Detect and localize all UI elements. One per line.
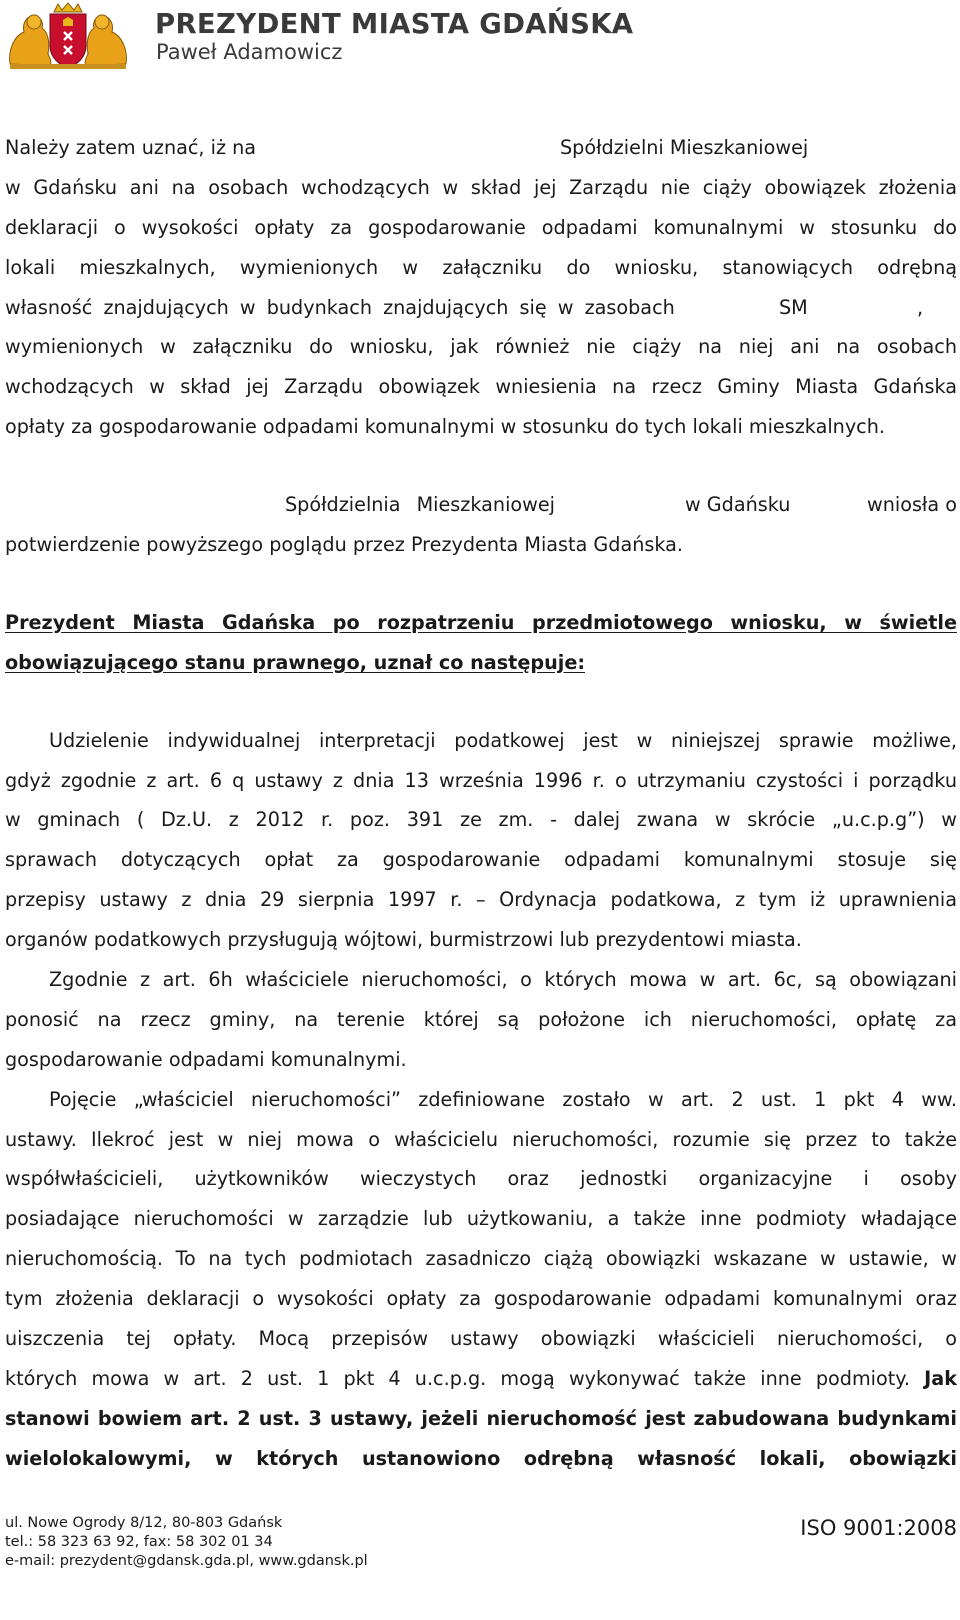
footer-address: ul. Nowe Ogrody 8/12, 80-803 Gdańsk	[5, 1515, 283, 1531]
text-fragment: wniosła o	[867, 493, 957, 517]
p6-line-3: współwłaścicieli, użytkowników wieczystych oraz jednostki organizacyjne i osoby	[5, 1167, 957, 1191]
header-title: PREZYDENT MIASTA GDAŃSKA	[155, 8, 634, 40]
p4-line-2: gdyż zgodnie z art. 6 q ustawy z dnia 13 września 1996 r. o utrzymaniu czystości i porządku	[5, 768, 957, 792]
text-fragment: których mowa w art. 2 ust. 1 pkt 4 u.c.p.g. mogą wykonywać także inne podmioty.	[5, 1366, 910, 1390]
letterhead	[0, 0, 960, 80]
p6-line-1: Pojęcie „właściciel nieruchomości” zdefiniowane zostało w art. 2 ust. 1 pkt 4 ww.	[49, 1087, 957, 1111]
p1-line-4: lokali mieszkalnych, wymienionych w załączniku do wniosku, stanowiących odrębną	[5, 255, 957, 279]
p6-line-2: ustawy. Ilekroć jest w niej mowa o właścicielu nieruchomości, rozumie się przez to także	[5, 1127, 957, 1151]
p4-line-6: organów podatkowych przysługują wójtowi, burmistrzowi lub prezydentowi miasta.	[5, 928, 802, 952]
paragraph-gap	[5, 447, 957, 485]
text-fragment: Spółdzielnia Mieszkaniowej	[285, 493, 555, 517]
footer-phone: tel.: 58 323 63 92, fax: 58 302 01 34	[5, 1534, 273, 1550]
p2-line-2: potwierdzenie powyższego poglądu przez Prezydenta Miasta Gdańska.	[5, 533, 684, 557]
p6-line-5: nieruchomością. To na tych podmiotach zasadniczo ciążą obowiązki wskazane w ustawie, w	[5, 1247, 957, 1271]
text-fragment: w Gdańsku	[685, 493, 791, 517]
paragraph-gap	[5, 683, 957, 721]
p6-line-6: tym złożenia deklaracji o wysokości opłaty za gospodarowanie odpadami komunalnymi oraz	[5, 1287, 957, 1311]
footer	[5, 1514, 957, 1614]
p5-line-2: ponosić na rzecz gminy, na terenie której są położone ich nieruchomości, opłatę za	[5, 1007, 957, 1031]
bold-fragment: Jak	[924, 1366, 957, 1390]
p1-line-3: deklaracji o wysokości opłaty za gospodarowanie odpadami komunalnymi w stosunku do	[5, 215, 957, 239]
p4-line-5: przepisy ustawy z dnia 29 sierpnia 1997 r. – Ordynacja podatkowa, z tym iż uprawnienia	[5, 888, 957, 912]
iso-certification: ISO 9001:2008	[800, 1516, 957, 1540]
p4-line-4: sprawach dotyczących opłat za gospodarowanie odpadami komunalnymi stosuje się	[5, 848, 957, 872]
p4-line-1: Udzielenie indywidualnej interpretacji podatkowej jest w niniejszej sprawie możliwe,	[49, 728, 957, 752]
text-fragment: SM	[779, 295, 808, 319]
text-fragment: własność znajdujących w budynkach znajdujących się w zasobach	[5, 295, 675, 319]
p6-line-7: uiszczenia tej opłaty. Mocą przepisów ustawy obowiązki właścicieli nieruchomości, o	[5, 1327, 957, 1351]
text-fragment: Spółdzielni Mieszkaniowej	[560, 136, 809, 159]
gdansk-coat-of-arms-icon	[4, 2, 132, 70]
p4-line-3: w gminach ( Dz.U. z 2012 r. poz. 391 ze zm. - dalej zwana w skrócie „u.c.p.g”) w	[5, 808, 957, 832]
p6-line-4: posiadające nieruchomości w zarządzie lub użytkowaniu, a także inne podmioty władające	[5, 1207, 957, 1231]
header-name: Paweł Adamowicz	[156, 40, 343, 64]
p6-line-10: wielolokalowymi, w których ustanowiono odrębną własność lokali, obowiązki	[5, 1446, 957, 1470]
p6-line-8	[5, 1359, 957, 1399]
p1-line-2: w Gdańsku ani na osobach wchodzących w skład jej Zarządu nie ciąży obowiązek złożenia	[5, 175, 957, 199]
footer-email: e-mail: prezydent@gdansk.gda.pl, www.gdansk.pl	[5, 1553, 368, 1569]
p6-line-9: stanowi bowiem art. 2 ust. 3 ustawy, jeżeli nieruchomość jest zabudowana budynkami	[5, 1406, 957, 1430]
text-fragment: Należy zatem uznać, iż na	[5, 136, 257, 159]
p1-line-8: opłaty za gospodarowanie odpadami komunalnymi w stosunku do tych lokali mieszkalnych.	[5, 415, 885, 439]
p5-line-3: gospodarowanie odpadami komunalnymi.	[5, 1047, 407, 1071]
p1-line-1	[5, 128, 957, 168]
document-body	[5, 128, 957, 1479]
p2-line-1	[5, 485, 957, 525]
p1-line-7: wchodzących w skład jej Zarządu obowiązek wniesienia na rzecz Gminy Miasta Gdańska	[5, 375, 957, 399]
text-fragment: ,	[917, 295, 924, 319]
p5-line-1: Zgodnie z art. 6h właściciele nieruchomości, o których mowa w art. 6c, są obowiązani	[49, 968, 957, 992]
p3-line-1: Prezydent Miasta Gdańska po rozpatrzeniu przedmiotowego wniosku, w świetle	[5, 610, 957, 634]
p1-line-6: wymienionych w załączniku do wniosku, jak również nie ciąży na niej ani na osobach	[5, 335, 957, 359]
paragraph-gap	[5, 565, 957, 603]
p1-line-5	[5, 288, 957, 328]
p3-line-2: obowiązującego stanu prawnego, uznał co następuje:	[5, 650, 586, 674]
